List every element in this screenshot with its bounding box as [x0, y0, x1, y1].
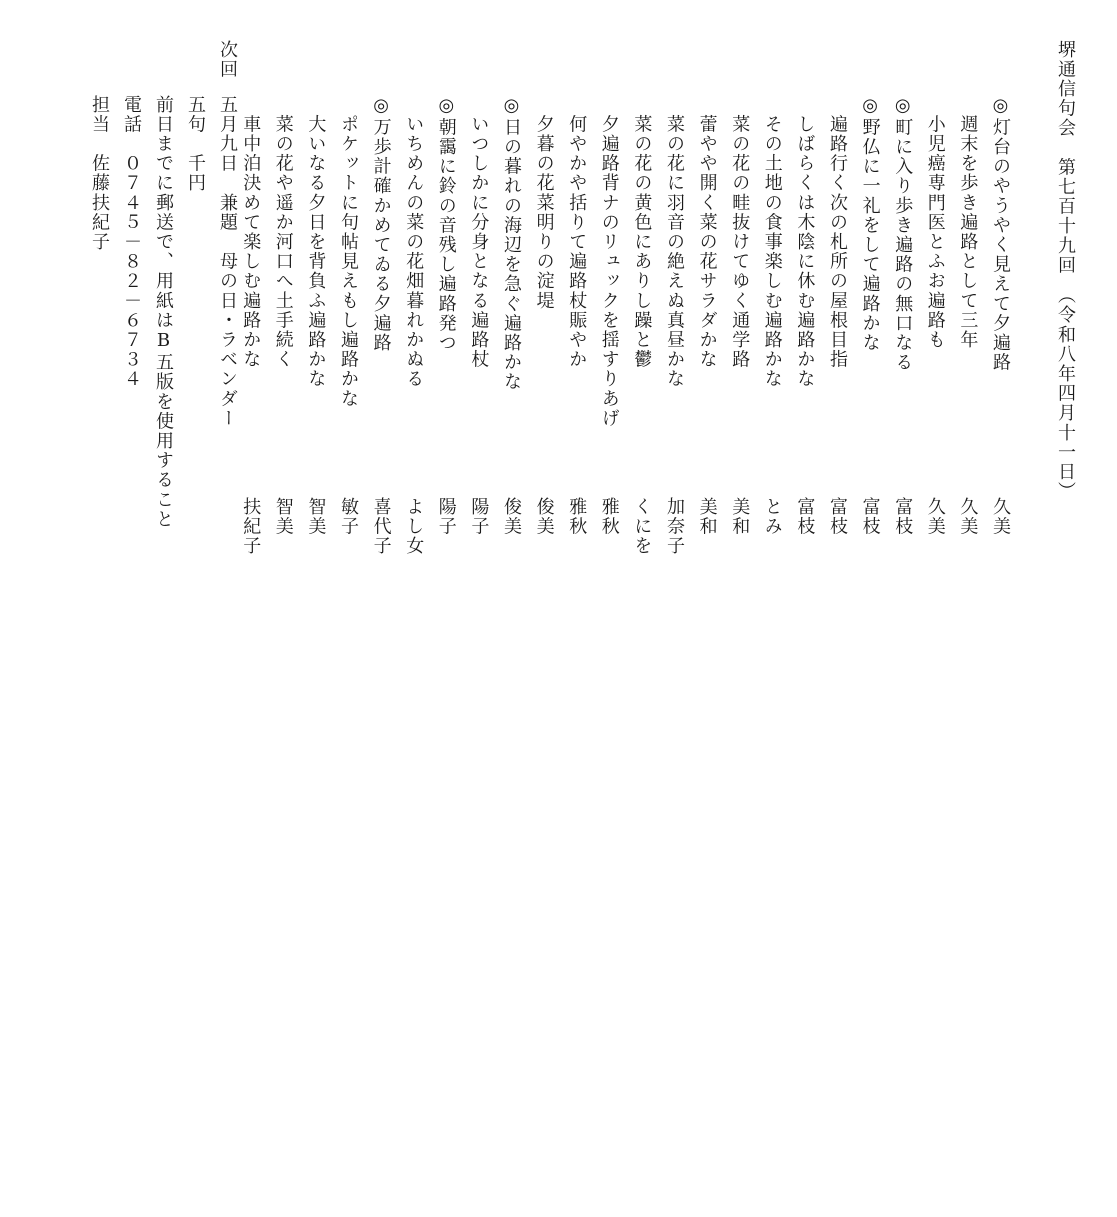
haiku-author: 富枝	[892, 497, 914, 537]
haiku-text: 夕暮の花菜明りの淀堤	[533, 114, 555, 311]
haiku-line	[794, 95, 815, 389]
haiku-line	[305, 95, 326, 389]
double-circle-mark: ◎	[435, 95, 457, 118]
haiku-author: 久美	[924, 497, 946, 537]
haiku-text: その土地の食事楽しむ遍路かな	[761, 114, 783, 390]
haiku-text: 大いなる夕日を背負ふ遍路かな	[305, 114, 327, 390]
haiku-text: いちめんの菜の花畑暮れかぬる	[403, 114, 425, 390]
haiku-text: しばらくは木陰に休む遍路かな	[794, 114, 816, 390]
haiku-line	[762, 95, 783, 389]
haiku-author: 扶紀子	[240, 497, 262, 556]
haiku-author: 美和	[729, 497, 751, 537]
haiku-line	[371, 95, 392, 353]
fee-line: 五句 千円	[185, 95, 206, 193]
haiku-text: 菜の花や遥か河口へ土手続く	[272, 114, 294, 370]
haiku-text: 週末を歩き遍路として三年	[957, 114, 979, 350]
haiku-text: 夕遍路背ナのリュックを揺すりあげ	[598, 114, 620, 429]
haiku-entry	[626, 95, 656, 785]
haiku-text: 遍路行く次の札所の屋根目指	[827, 114, 848, 370]
haiku-entry	[985, 95, 1015, 785]
haiku-author: 雅秋	[598, 497, 620, 537]
double-circle-mark: ◎	[892, 95, 914, 118]
haiku-author: 富枝	[794, 497, 816, 537]
contact-line: 担当 佐藤扶紀子	[89, 95, 110, 252]
haiku-entry	[529, 95, 559, 785]
haiku-line	[957, 95, 978, 350]
haiku-line	[436, 95, 457, 353]
haiku-entry	[822, 95, 852, 785]
haiku-line	[664, 95, 685, 389]
haiku-text: 日の暮れの海辺を急ぐ遍路かな	[501, 117, 522, 393]
haiku-author: くにを	[631, 497, 653, 556]
haiku-text: 車中泊決めて楽しむ遍路かな	[240, 114, 262, 370]
haiku-text: 菜の花に羽音の絶えぬ真昼かな	[664, 114, 685, 390]
haiku-entry	[757, 95, 787, 785]
haiku-text: 何やかや括りて遍路杖賑やか	[566, 114, 588, 370]
double-circle-mark: ◎	[990, 95, 1011, 118]
haiku-text: 菜の花の黄色にありし躁と鬱	[631, 114, 653, 370]
haiku-text: 菜の花の畦抜けてゆく通学路	[729, 114, 751, 370]
haiku-entry	[366, 95, 396, 785]
haiku-entry	[855, 95, 885, 785]
haiku-entry	[594, 95, 624, 785]
haiku-author: 智美	[272, 497, 294, 537]
haiku-author: 雅秋	[566, 497, 588, 537]
haiku-author: 俊美	[533, 497, 555, 537]
haiku-line	[534, 95, 555, 311]
haiku-author: 美和	[696, 497, 718, 537]
haiku-author: 加奈子	[664, 497, 685, 556]
haiku-line	[697, 95, 718, 369]
haiku-author: 喜代子	[370, 497, 392, 556]
haiku-line	[990, 95, 1011, 372]
haiku-author: 智美	[305, 497, 327, 537]
haiku-text: 小児癌専門医とふお遍路も	[924, 114, 946, 350]
haiku-entry	[268, 95, 298, 785]
haiku-author: 俊美	[501, 497, 522, 537]
haiku-line	[925, 95, 946, 350]
haiku-author: 富枝	[827, 497, 848, 537]
haiku-line	[501, 95, 522, 392]
haiku-author: 敏子	[338, 497, 359, 537]
haiku-text: 野仏に一礼をして遍路かな	[859, 117, 881, 353]
double-circle-mark: ◎	[370, 95, 392, 118]
haiku-entry	[952, 95, 982, 785]
haiku-line	[827, 95, 848, 369]
haiku-text: ポケットに句帖見えもし遍路かな	[338, 114, 359, 409]
submission-instructions: 前日までに郵送で、用紙はB五版を使用すること	[153, 95, 174, 530]
haiku-text: 朝靄に鈴の音残し遍路発つ	[435, 117, 457, 353]
haiku-entry	[300, 95, 330, 785]
double-circle-mark: ◎	[859, 95, 881, 118]
double-circle-mark: ◎	[501, 95, 522, 118]
haiku-entry	[431, 95, 461, 785]
haiku-line	[240, 95, 261, 369]
haiku-line	[468, 95, 489, 369]
haiku-line	[892, 95, 913, 372]
haiku-entry	[561, 95, 591, 785]
haiku-author: 陽子	[468, 497, 490, 537]
haiku-entry	[887, 95, 917, 785]
haiku-entry	[724, 95, 754, 785]
haiku-author: よし女	[403, 497, 425, 556]
haiku-entry	[659, 95, 689, 785]
haiku-line	[566, 95, 587, 369]
haiku-line	[599, 95, 620, 428]
haiku-author: 富枝	[859, 497, 881, 537]
haiku-entry	[463, 95, 493, 785]
title-text: 堺通信句会 第七百十九回 （令和八年四月十一日）	[1055, 40, 1076, 502]
haiku-entry	[333, 95, 363, 785]
haiku-author: 陽子	[435, 497, 457, 537]
haiku-text: 蕾やや開く菜の花サラダかな	[696, 114, 718, 370]
sheet-title	[1050, 40, 1080, 760]
haiku-entry	[920, 95, 950, 785]
haiku-line	[729, 95, 750, 369]
haiku-text: 町に入り歩き遍路の無口なる	[892, 117, 914, 373]
haiku-author: 久美	[990, 497, 1011, 537]
haiku-entry	[398, 95, 428, 785]
haiku-line	[403, 95, 424, 389]
haiku-author: とみ	[761, 497, 783, 537]
next-meeting-date: 五月九日 兼題 母の日・ラベンダー	[217, 95, 238, 429]
haiku-text: 灯台のやうやく見えて夕遍路	[990, 117, 1011, 373]
haiku-line	[338, 95, 359, 409]
haiku-line	[860, 95, 881, 353]
haiku-line	[631, 95, 652, 369]
haiku-entry	[789, 95, 819, 785]
haiku-text: いつしかに分身となる遍路杖	[468, 114, 490, 370]
haiku-entry	[692, 95, 722, 785]
haiku-entry	[496, 95, 526, 785]
haiku-author: 久美	[957, 497, 979, 537]
haiku-text: 万歩計確かめてゐる夕遍路	[370, 117, 392, 353]
phone-line: 電話 ０７４５－８２－６７３４	[121, 95, 142, 389]
next-meeting-label: 次回	[217, 40, 238, 80]
haiku-line	[273, 95, 294, 369]
